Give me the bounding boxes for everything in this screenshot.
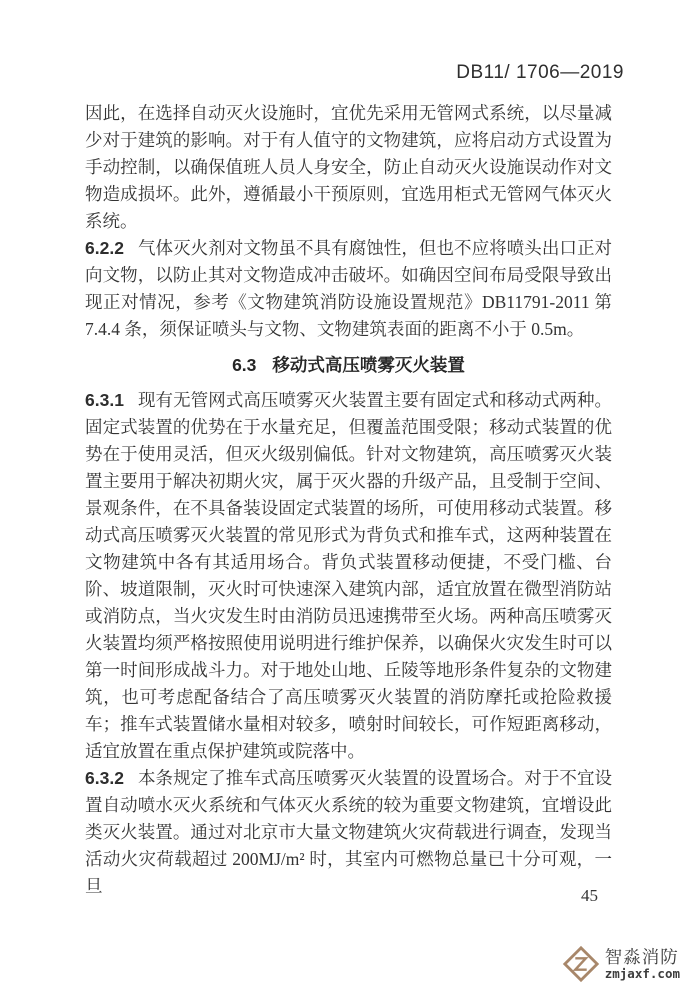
section-heading-text: 移动式高压喷雾灭火装置: [272, 355, 465, 375]
document-standard-number: DB11/ 1706—2019: [456, 62, 624, 83]
page-number: 45: [581, 886, 598, 905]
clause-number: 6.2.2: [85, 238, 124, 258]
body-text: [85, 100, 612, 900]
clause-paragraph: [85, 235, 612, 343]
clause-text: 气体灭火剂对文物虽不具有腐蚀性，但也不应将喷头出口正对向文物，以防止其对文物造成冲击破坏。如确因空间布局受限导致出现正对情况，参考《文物建筑消防设施设置规范》DB11791-2011 第 7.4.4 条，须保证喷头与文物、文物建筑表面的距离不小于 0.5m。: [85, 238, 612, 339]
watermark-brand-name: 智淼消防: [604, 947, 679, 968]
diamond-z-logo-icon: [562, 945, 600, 983]
clause-text: 因此，在选择自动灭火设施时，宜优先采用无管网式系统，以尽量减少对于建筑的影响。对于有人值守的文物建筑，应将启动方式设置为手动控制，以确保值班人员人身安全，防止自动灭火设施误动作对文物造成损坏。此外，遵循最小干预原则，宜选用柜式无管网气体灭火系统。: [85, 103, 612, 231]
clause-paragraph: [85, 100, 612, 235]
watermark: [562, 945, 680, 983]
clause-text: 现有无管网式高压喷雾灭火装置主要有固定式和移动式两种。固定式装置的优势在于水量充足，但覆盖范围受限；移动式装置的优势在于使用灵活，但灭火级别偏低。针对文物建筑，高压喷雾灭火装置主要用于解决初期火灾，属于灭火器的升级产品，且受制于空间、景观条件，在不具备装设固定式装置的场所，可使用移动式装置。移动式高压喷雾灭火装置的常见形式为背负式和推车式，这两种装置在文物建筑中各有其适用场合。背负式装置移动便捷，不受门槛、台阶、坡道限制，灭火时可快速深入建筑内部，适宜放置在微型消防站或消防点，当火灾发生时由消防员迅速携带至火场。两种高压喷雾灭火装置均须严格按照使用说明进行维护保养，以确保火灾发生时可以第一时间形成战斗力。对于地处山地、丘陵等地形条件复杂的文物建筑，也可考虑配备结合了高压喷雾灭火装置的消防摩托或抢险救援车；推车式装置储水量相对较多，喷射时间较长，可作短距离移动，适宜放置在重点保护建筑或院落中。: [85, 390, 612, 761]
clause-number: 6.3.1: [85, 390, 124, 410]
watermark-text: [605, 948, 680, 980]
clause-paragraph: [85, 387, 612, 765]
section-heading: [85, 352, 612, 379]
clause-paragraph: [85, 765, 612, 900]
clause-number: 6.3.2: [85, 768, 124, 788]
clause-number: 6.3: [232, 355, 257, 375]
watermark-website: zmjaxf.com: [604, 965, 680, 981]
clause-text: 本条规定了推车式高压喷雾灭火装置的设置场合。对于不宜设置自动喷水灭火系统和气体灭火系统的较为重要文物建筑，宜增设此类灭火装置。通过对北京市大量文物建筑火灾荷载进行调查，发现当活动火灾荷载超过 200MJ/m² 时，其室内可燃物总量已十分可观，一旦: [85, 768, 612, 896]
